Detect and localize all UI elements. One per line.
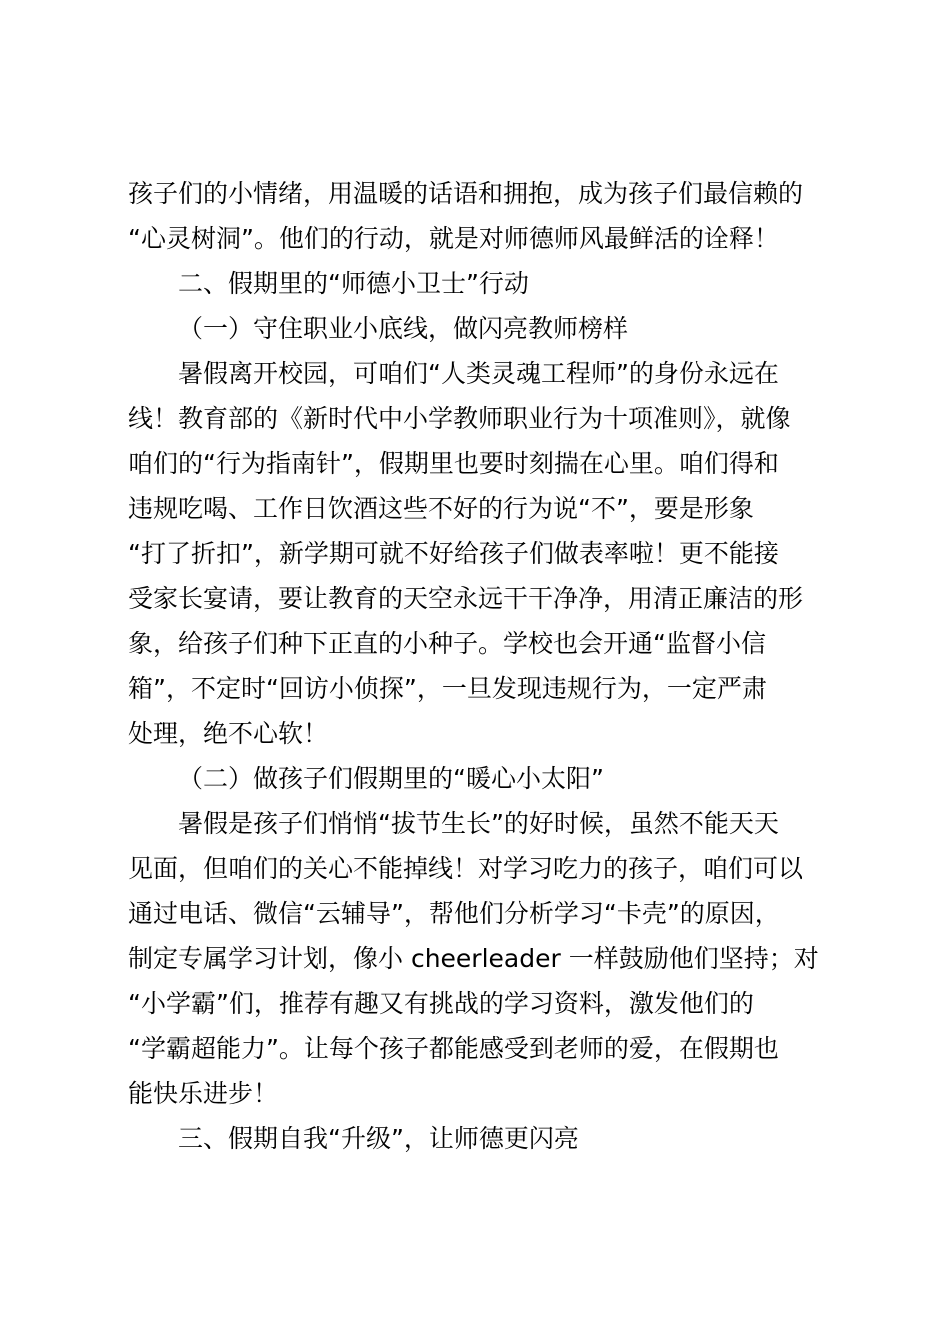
text-line: 象，给孩子们种下正直的小种子。学校也会开通“监督小信	[128, 629, 766, 658]
text-line: 受家长宴请，要让教育的天空永远干干净净，用清正廉洁的形	[128, 584, 804, 613]
text-line: “心灵树洞”。他们的行动，就是对师德师风最鲜活的诠释！	[128, 224, 779, 253]
subsection-heading: （一）守住职业小底线，做闪亮教师榜样	[178, 314, 629, 343]
section-heading: 三、假期自我“升级”，让师德更闪亮	[178, 1124, 579, 1153]
text-line: 制定专属学习计划，像小 cheerleader 一样鼓励他们坚持；对	[128, 944, 819, 973]
document-body	[128, 171, 834, 1161]
text-line: “打了折扣”，新学期可就不好给孩子们做表率啦！更不能接	[128, 539, 779, 568]
text-line: 处理，绝不心软！	[128, 719, 329, 748]
text-line: 箱”，不定时“回访小侦探”，一旦发现违规行为，一定严肃	[128, 674, 767, 703]
text-line: 暑假离开校园，可咱们“人类灵魂工程师”的身份永远在	[178, 359, 779, 388]
text-line: 暑假是孩子们悄悄“拔节生长”的好时候，虽然不能天天	[178, 809, 779, 838]
text-line: 线！教育部的《新时代中小学教师职业行为十项准则》，就像	[128, 404, 791, 433]
text-line: 通过电话、微信“云辅导”，帮他们分析学习“卡壳”的原因，	[128, 899, 780, 928]
text-line: 违规吃喝、工作日饮酒这些不好的行为说“不”，要是形象	[128, 494, 754, 523]
text-line: 见面，但咱们的关心不能掉线！对学习吃力的孩子，咱们可以	[128, 854, 804, 883]
section-heading: 二、假期里的“师德小卫士”行动	[178, 269, 529, 298]
text-line: 能快乐进步！	[128, 1079, 279, 1108]
text-line: 咱们的“行为指南针”，假期里也要时刻揣在心里。咱们得和	[128, 449, 779, 478]
text-line: “学霸超能力”。让每个孩子都能感受到老师的爱，在假期也	[128, 1034, 779, 1063]
subsection-heading: （二）做孩子们假期里的“暖心小太阳”	[178, 764, 604, 793]
text-line: “小学霸”们，推荐有趣又有挑战的学习资料，激发他们的	[128, 989, 754, 1018]
text-line: 孩子们的小情绪，用温暖的话语和拥抱，成为孩子们最信赖的	[128, 179, 804, 208]
